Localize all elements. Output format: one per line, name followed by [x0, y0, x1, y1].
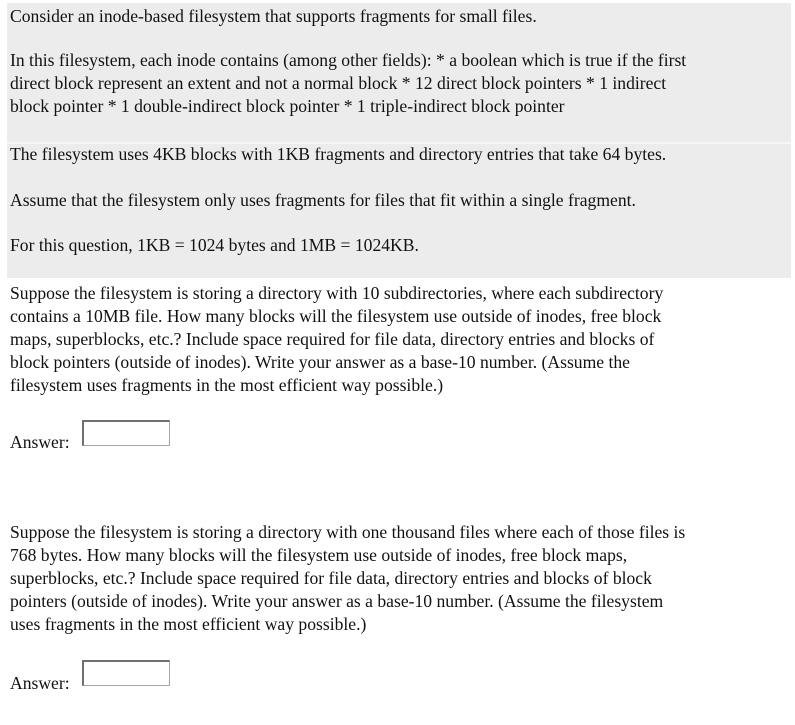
question-1-answer-input[interactable]: [82, 420, 170, 446]
question-1-line-2: contains a 10MB file. How many blocks will the filesystem use outside of inodes, free block: [10, 306, 662, 326]
intro-paragraph-2-line-2: direct block represent an extent and not a normal block * 12 direct block pointers * 1 indirect: [10, 73, 667, 93]
intro-paragraph-4: Assume that the filesystem only uses fragments for files that fit within a single fragment.: [10, 190, 636, 210]
intro-paragraph-2-line-3: block pointer * 1 double-indirect block pointer * 1 triple-indirect block pointer: [10, 96, 565, 116]
intro-paragraph-3: The filesystem uses 4KB blocks with 1KB fragments and directory entries that take 64 bytes.: [10, 144, 667, 164]
question-1-line-3: maps, superblocks, etc.? Include space required for file data, directory entries and blocks of: [10, 329, 655, 349]
question-1-line-4: block pointers (outside of inodes). Write your answer as a base-10 number. (Assume the: [10, 352, 630, 372]
question-1-line-1: Suppose the filesystem is storing a directory with 10 subdirectories, where each subdirectory: [10, 283, 664, 303]
intro-paragraph-2-line-1: In this filesystem, each inode contains (among other fields): * a boolean which is true if the first: [10, 50, 687, 70]
intro-paragraph-1: Consider an inode-based filesystem that supports fragments for small files.: [10, 6, 537, 26]
question-1-line-5: filesystem uses fragments in the most efficient way possible.): [10, 375, 444, 395]
question-2-line-2: 768 bytes. How many blocks will the filesystem use outside of inodes, free block maps,: [10, 545, 628, 565]
question-2-line-1: Suppose the filesystem is storing a directory with one thousand files where each of those files is: [10, 522, 686, 542]
question-2-answer-input[interactable]: [82, 660, 170, 686]
question-2-answer-label: Answer:: [10, 673, 70, 693]
question-2-line-4: pointers (outside of inodes). Write your answer as a base-10 number. (Assume the filesystem: [10, 591, 664, 611]
question-2-line-5: uses fragments in the most efficient way possible.): [10, 614, 367, 634]
question-1-answer-label: Answer:: [10, 432, 70, 452]
question-2-line-3: superblocks, etc.? Include space required for file data, directory entries and blocks of block: [10, 568, 652, 588]
intro-paragraph-5: For this question, 1KB = 1024 bytes and 1MB = 1024KB.: [10, 235, 419, 255]
